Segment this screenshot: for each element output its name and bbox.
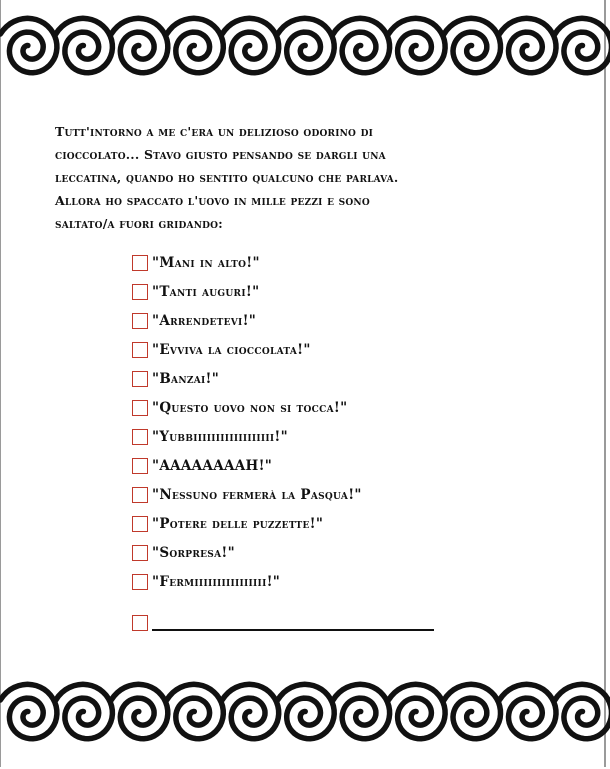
option-questo-uovo[interactable] xyxy=(132,397,347,419)
swirl-icon xyxy=(56,684,113,738)
swirl-icon xyxy=(389,18,446,72)
swirl-icon xyxy=(0,684,57,738)
checkbox[interactable] xyxy=(132,284,148,300)
swirl-icon xyxy=(499,684,556,738)
option-label: "Mani in alto!" xyxy=(152,255,260,271)
swirl-icon xyxy=(167,18,224,72)
option-mani-in-alto[interactable] xyxy=(132,252,260,274)
option-label: "Yubbiiiiiiiiiiiiiiiiii!" xyxy=(152,429,288,445)
option-yubbi[interactable] xyxy=(132,426,288,448)
option-label: "Tanti auguri!" xyxy=(152,284,260,300)
option-label: "AAAAAAAAH!" xyxy=(152,458,273,474)
swirl-icon xyxy=(555,18,610,72)
intro-line-4: Allora ho spaccato l'uovo in mille pezzi e sono xyxy=(55,193,370,208)
option-sorpresa[interactable] xyxy=(132,542,235,564)
checkbox[interactable] xyxy=(132,545,148,561)
option-label: "Sorpresa!" xyxy=(152,545,235,561)
option-banzai[interactable] xyxy=(132,368,219,390)
checkbox[interactable] xyxy=(132,615,148,631)
checkbox[interactable] xyxy=(132,574,148,590)
swirl-icon xyxy=(222,18,279,72)
option-label: "Fermiiiiiiiiiiiiiiii!" xyxy=(152,574,281,590)
intro-paragraph xyxy=(55,120,575,235)
option-label: "Nessuno fermerà la Pasqua!" xyxy=(152,487,362,503)
swirl-icon xyxy=(555,684,610,738)
option-fermi[interactable] xyxy=(132,571,280,593)
swirl-border-bottom xyxy=(0,668,610,758)
option-label: "Banzai!" xyxy=(152,371,220,387)
option-aaaah[interactable] xyxy=(132,455,272,477)
swirl-border-top-graphic xyxy=(0,2,610,92)
checkbox[interactable] xyxy=(132,342,148,358)
option-label: "Questo uovo non si tocca!" xyxy=(152,400,348,416)
swirl-icon xyxy=(444,684,501,738)
swirl-icon xyxy=(444,18,501,72)
swirl-icon xyxy=(333,684,390,738)
checkbox[interactable] xyxy=(132,487,148,503)
swirl-icon xyxy=(0,18,57,72)
option-label: "Potere delle puzzette!" xyxy=(152,516,324,532)
swirl-icon xyxy=(111,684,168,738)
option-arrendetevi[interactable] xyxy=(132,310,256,332)
swirl-border-bottom-graphic xyxy=(0,668,610,758)
swirl-border-top xyxy=(0,2,610,92)
checkbox[interactable] xyxy=(132,458,148,474)
option-evviva-la-cioccolata[interactable] xyxy=(132,339,311,361)
option-nessuno-fermera[interactable] xyxy=(132,484,362,506)
swirl-icon xyxy=(499,18,556,72)
intro-line-3: leccatina, quando ho sentito qualcuno che parlava. xyxy=(55,170,399,185)
checkbox[interactable] xyxy=(132,371,148,387)
intro-line-2: cioccolato... Stavo giusto pensando se dargli una xyxy=(55,147,386,162)
option-label: "Evviva la cioccolata!" xyxy=(152,342,311,358)
checkbox[interactable] xyxy=(132,400,148,416)
checkbox[interactable] xyxy=(132,429,148,445)
option-label: "Arrendetevi!" xyxy=(152,313,257,329)
checkbox[interactable] xyxy=(132,313,148,329)
option-blank[interactable] xyxy=(132,612,434,634)
swirl-icon xyxy=(167,684,224,738)
swirl-icon xyxy=(389,684,446,738)
intro-line-1: Tutt'intorno a me c'era un delizioso odorino di xyxy=(55,124,374,139)
swirl-icon xyxy=(56,18,113,72)
blank-write-in-line[interactable] xyxy=(152,629,434,631)
intro-line-5: saltato/a fuori gridando: xyxy=(55,216,223,231)
checkbox[interactable] xyxy=(132,516,148,532)
option-tanti-auguri[interactable] xyxy=(132,281,259,303)
checkbox[interactable] xyxy=(132,255,148,271)
swirl-icon xyxy=(333,18,390,72)
swirl-icon xyxy=(278,684,335,738)
swirl-icon xyxy=(278,18,335,72)
swirl-icon xyxy=(222,684,279,738)
swirl-icon xyxy=(111,18,168,72)
option-potere-puzzette[interactable] xyxy=(132,513,323,535)
